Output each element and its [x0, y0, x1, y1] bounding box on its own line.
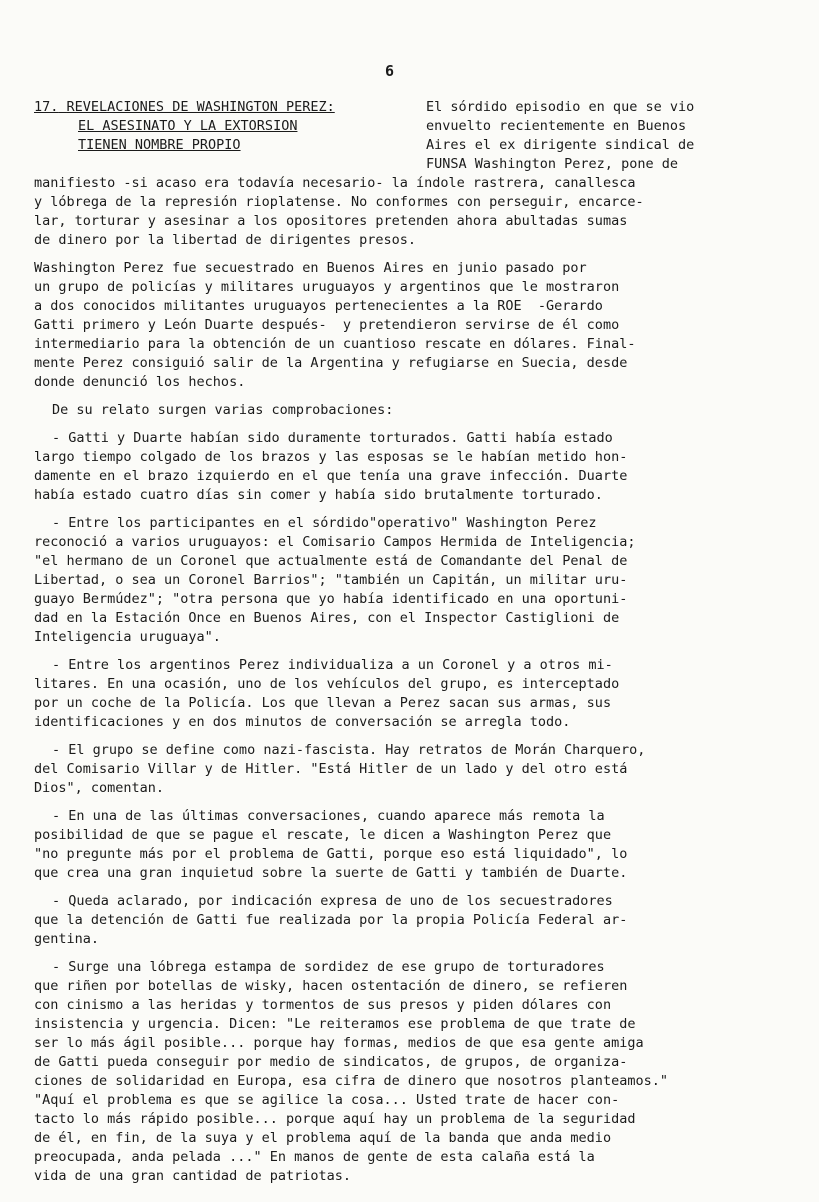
text-line: largo tiempo colgado de los brazos y las esposas se le habían metido hon- [34, 449, 628, 465]
text-line: - Queda aclarado, por indicación expresa de uno de los secuestradores [52, 893, 613, 909]
heading-title-line: EL ASESINATO Y LA EXTORSION [78, 118, 298, 134]
heading-title-line [34, 98, 426, 117]
heading-title-line: TIENEN NOMBRE PROPIO [78, 137, 241, 153]
text-line: "no pregunte más por el problema de Gatti, porque eso está liquidado", lo [34, 846, 628, 862]
text-line: - En una de las últimas conversaciones, cuando aparece más remota la [52, 808, 605, 824]
text-line: manifiesto -si acaso era todavía necesario- la índole rastrera, canallesca [34, 175, 636, 191]
paragraph-sordidez [34, 958, 786, 1186]
paragraph-intro [34, 174, 786, 250]
text-line: intermediario para la obtención de un cuantioso rescate en dólares. Final- [34, 336, 636, 352]
text-line: de dinero por la libertad de dirigentes presos. [34, 232, 417, 248]
heading-title [34, 98, 426, 174]
text-line: Washington Perez fue secuestrado en Buenos Aires en junio pasado por [34, 260, 587, 276]
paragraph-participantes [34, 514, 786, 647]
text-line: gentina. [34, 931, 100, 947]
text-line: damente en el brazo izquierdo en el que tenía una grave infección. Duarte [34, 468, 628, 484]
text-line: preocupada, anda pelada ..." En manos de gente de esta calaña está la [34, 1149, 595, 1165]
text-line: que crea una gran inquietud sobre la suerte de Gatti y también de Duarte. [34, 865, 628, 881]
text-line: Gatti primero y León Duarte después- y pretendieron servirse de él como [34, 317, 620, 333]
text-line: - Gatti y Duarte habían sido duramente torturados. Gatti había estado [52, 430, 613, 446]
text-line: que la detención de Gatti fue realizada por la propia Policía Federal ar- [34, 912, 628, 928]
heading-intro-line: Aires el ex dirigente sindical de [426, 137, 695, 153]
text-line: Inteligencia uruguaya". [34, 629, 221, 645]
text-line: donde denunció los hechos. [34, 374, 246, 390]
text-line: litares. En una ocasión, uno de los vehículos del grupo, es interceptado [34, 676, 620, 692]
text-line: Libertad, o sea un Coronel Barrios"; "también un Capitán, un militar uru- [34, 572, 628, 588]
text-line: identificaciones y en dos minutos de conversación se arregla todo. [34, 714, 571, 730]
heading-intro-line: El sórdido episodio en que se vio [426, 99, 695, 115]
paragraph-comprobaciones [34, 401, 786, 420]
text-line: había estado cuatro días sin comer y había sido brutalmente torturado. [34, 487, 603, 503]
heading-title-text: REVELACIONES DE WASHINGTON PEREZ: [66, 99, 335, 115]
text-line: De su relato surgen varias comprobaciones: [52, 402, 394, 418]
text-line: ser lo más ágil posible... porque hay formas, medios de que esa gente amiga [34, 1035, 644, 1051]
text-line: de él, en fin, de la suya y el problema aquí de la banda que anda medio [34, 1130, 612, 1146]
heading-intro-line: FUNSA Washington Perez, pone de [426, 156, 678, 172]
text-line: Dios", comentan. [34, 780, 165, 796]
paragraph-argentinos [34, 656, 786, 732]
text-line: tacto lo más rápido posible... porque aquí hay un problema de la seguridad [34, 1111, 636, 1127]
paragraphs [34, 174, 786, 1186]
text-line: insistencia y urgencia. Dicen: "Le reiteramos ese problema de que trate de [34, 1016, 636, 1032]
text-line: vida de una gran cantidad de patriotas. [34, 1168, 351, 1184]
text-line: un grupo de policías y militares uruguayos y argentinos que le mostraron [34, 279, 620, 295]
text-line: "el hermano de un Coronel que actualmente está de Comandante del Penal de [34, 553, 628, 569]
paragraph-detencion [34, 892, 786, 949]
paragraph-secuestro [34, 259, 786, 392]
paragraph-torturados [34, 429, 786, 505]
text-line: - Entre los argentinos Perez individualiza a un Coronel y a otros mi- [52, 657, 613, 673]
paragraph-conversaciones [34, 807, 786, 883]
text-line: a dos conocidos militantes uruguayos pertenecientes a la ROE -Gerardo [34, 298, 603, 314]
text-line: - El grupo se define como nazi-fascista. Hay retratos de Morán Charquero, [52, 742, 646, 758]
text-line: guayo Bermúdez"; "otra persona que yo había identificado en una oportuni- [34, 591, 628, 607]
text-line: dad en la Estación Once en Buenos Aires, con el Inspector Castiglioni de [34, 610, 620, 626]
text-line: posibilidad de que se pague el rescate, le dicen a Washington Perez que [34, 827, 612, 843]
text-line: "Aquí el problema es que se agilice la cosa... Usted trate de hacer con- [34, 1092, 620, 1108]
text-line: mente Perez consiguió salir de la Argentina y refugiarse en Suecia, desde [34, 355, 628, 371]
page-number: 6 [385, 62, 395, 80]
text-line: - Surge una lóbrega estampa de sordidez de ese grupo de torturadores [52, 959, 605, 975]
text-line: con cinismo a las heridas y tormentos de sus presos y piden dólares con [34, 997, 612, 1013]
text-line: que riñen por botellas de wisky, hacen ostentación de dinero, se refieren [34, 978, 628, 994]
text-line: ciones de solidaridad en Europa, esa cifra de dinero que nosotros planteamos." [34, 1073, 668, 1089]
paragraph-nazi [34, 741, 786, 798]
text-line: - Entre los participantes en el sórdido"operativo" Washington Perez [52, 515, 597, 531]
text-line: y lóbrega de la represión rioplatense. No conformes con perseguir, encarce- [34, 194, 644, 210]
text-line: por un coche de la Policía. Los que llevan a Perez sacan sus armas, sus [34, 695, 612, 711]
text-line: reconoció a varios uruguayos: el Comisario Campos Hermida de Inteligencia; [34, 534, 636, 550]
heading-intro [426, 98, 786, 174]
section-heading [34, 98, 786, 174]
document-body [34, 98, 786, 1186]
heading-intro-line: envuelto recientemente en Buenos [426, 118, 687, 134]
heading-number: 17. [34, 99, 59, 115]
text-line: lar, torturar y asesinar a los opositores pretenden ahora abultadas sumas [34, 213, 628, 229]
text-line: de Gatti pueda conseguir por medio de sindicatos, de grupos, de organiza- [34, 1054, 628, 1070]
text-line: del Comisario Villar y de Hitler. "Está Hitler de un lado y del otro está [34, 761, 628, 777]
